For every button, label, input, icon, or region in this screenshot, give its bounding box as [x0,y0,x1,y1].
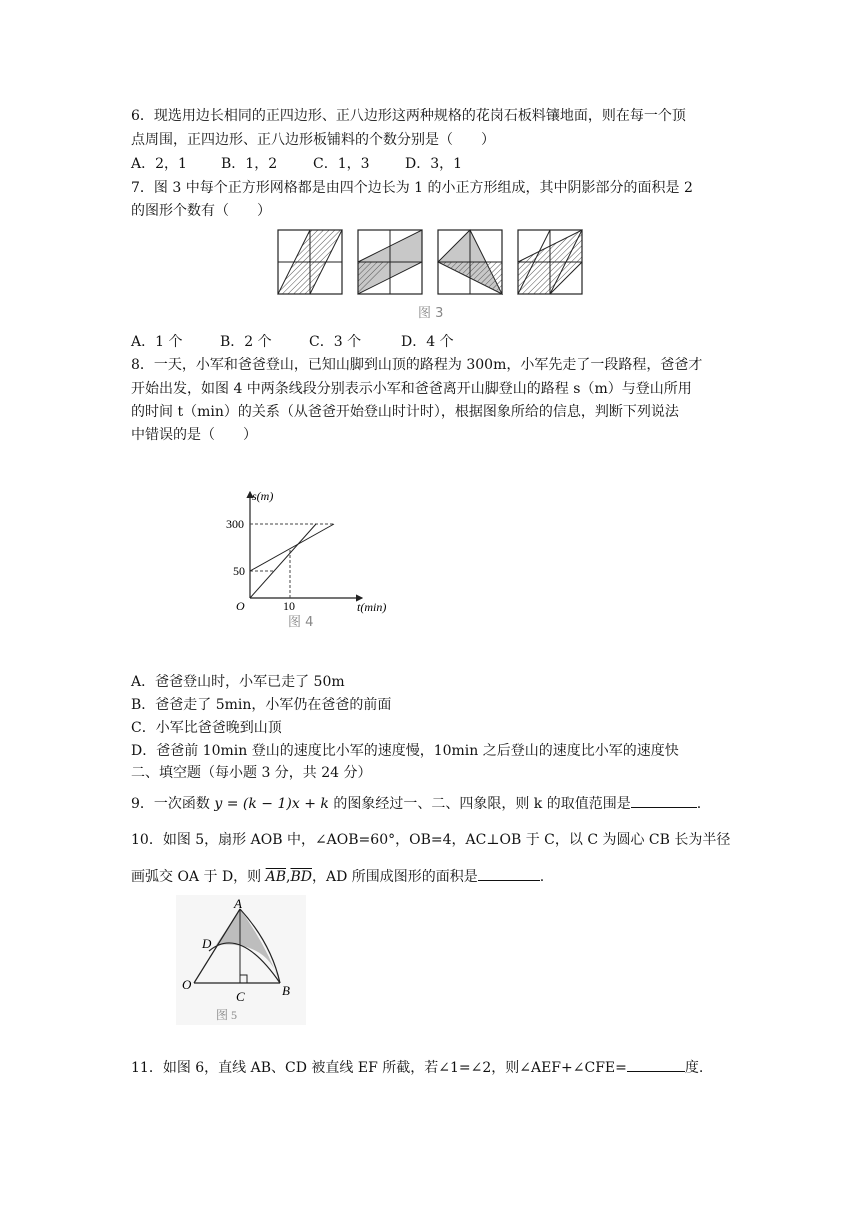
figure-4-caption: 图 4 [288,615,314,630]
q11-prefix: 11．如图 6，直线 AB、CD 被直线 EF 所截，若∠1=∠2，则∠AEF+∠CFE= [131,1060,627,1076]
q9-prefix: 9．一次函数 [131,796,210,812]
label-b: B [282,983,290,998]
label-d: D [202,936,212,951]
q10-arc-sep: , [286,869,291,885]
q9-answer-blank[interactable] [631,793,697,808]
q7-options [131,332,454,352]
q10-line1: 10．如图 5，扇形 AOB 中，∠AOB=60°，OB=4，AC⊥OB 于 C，以 C 为圆心 CB 长为半径 [131,832,731,848]
q11-answer-blank[interactable] [627,1057,685,1072]
q9-end: . [696,796,702,812]
label-c: C [236,989,245,1004]
q8-line4: 中错误的是（ ） [131,427,257,443]
grid-2 [358,230,422,294]
q7-option-a: A．1 个 [131,334,183,350]
grid-3 [438,230,502,294]
q8-line3: 的时间 t（min）的关系（从爸爸开始登山时计时），根据图象所给的信息，判断下列说法 [131,404,679,420]
q7-option-b: B．2 个 [220,334,272,350]
graph-xlabel: t(min) [357,600,387,614]
son-line [250,524,334,571]
q10-line2 [131,866,544,887]
q9-line [131,793,701,814]
q10-end: . [539,869,545,885]
q6-options [131,154,462,174]
graph-ylabel: s(m) [252,489,274,503]
grid-4 [518,230,582,294]
q6-option-a: A．2，1 [131,156,187,172]
dad-line [250,524,316,598]
q10-line2-suffix: ，AD 所围成图形的面积是 [312,869,478,885]
q8-option-b: B．爸爸走了 5min，小军仍在爸爸的前面 [131,697,392,713]
label-o: O [182,977,192,992]
q7-option-d: D．4 个 [401,334,454,350]
section-2-heading: 二、填空题（每小题 3 分，共 24 分） [131,765,372,781]
xtick-10: 10 [283,599,295,613]
q8-line2: 开始出发，如图 4 中两条线段分别表示小军和爸爸离开山脚登山的路程 s（m）与登山所用 [131,381,692,397]
sector-figure [176,895,306,1025]
ytick-50: 50 [233,564,245,578]
q10-line2-prefix: 画弧交 OA 于 D，则 [131,869,262,885]
q7-option-c: C．3 个 [309,334,362,350]
q7-line2: 的图形个数有（ ） [131,203,271,219]
q9-suffix: 的图象经过一、二、四象限，则 k 的取值范围是 [333,796,631,812]
q8-option-d: D．爸爸前 10min 登山的速度比小军的速度慢，10min 之后登山的速度比小军的速度快 [131,743,679,759]
q7-line1: 7．图 3 中每个正方形网格都是由四个边长为 1 的小正方形组成，其中阴影部分的面积是 2 [131,180,693,196]
q11-line [131,1057,703,1078]
q9-formula: y = (k − 1)x + k [214,796,329,812]
ytick-300: 300 [226,517,244,531]
q8-option-c: C．小军比爸爸晚到山顶 [131,720,282,736]
q6-line1: 6．现选用边长相同的正四边形、正八边形这两种规格的花岗石板料镶地面，则在每一个顶 [131,108,686,124]
q10-arc-ab: $\overline{AB}$ [265,869,287,885]
q8-line1: 8．一天，小军和爸爸登山，已知山脚到山顶的路程为 300m，小军先走了一段路程，爸爸才 [131,357,703,373]
q6-option-b: B．1，2 [221,156,278,172]
q10-arc-bd: $\overline{BD}$ [290,869,312,885]
q6-line2: 点周围，正四边形、正八边形板铺料的个数分别是（ ） [131,132,495,148]
q6-option-c: C．1，3 [313,156,370,172]
q8-option-a: A．爸爸登山时，小军已走了 50m [131,674,345,690]
q11-suffix: 度. [684,1060,704,1076]
q6-option-d: D．3，1 [405,156,463,172]
graph-origin: O [236,599,245,613]
q10-answer-blank[interactable] [478,866,540,881]
figure-5-caption: 图 5 [216,1008,238,1022]
grid-1 [278,230,342,294]
figure-5 [176,895,306,1025]
figure-3-caption: 图 3 [418,306,444,321]
label-a: A [234,896,242,911]
